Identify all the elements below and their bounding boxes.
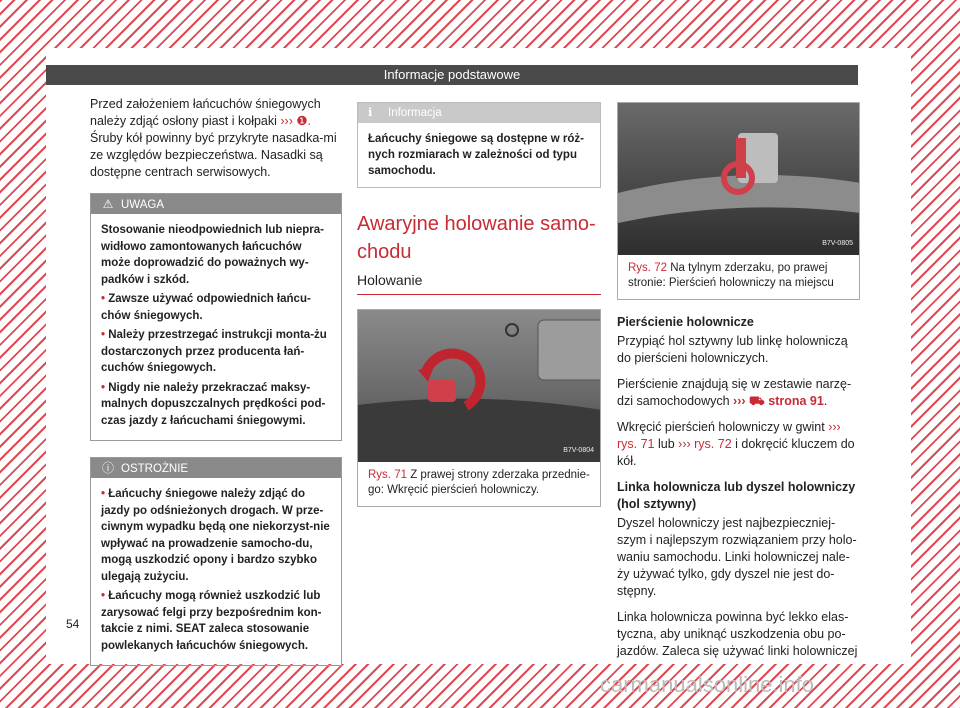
page-number: 54 bbox=[66, 617, 80, 631]
info-body: Łańcuchy śniegowe są dostępne w róż-nych rozmiarach w zależności od typu samochodu. bbox=[368, 133, 584, 177]
bullet-icon: • bbox=[101, 488, 109, 500]
figure-72 bbox=[617, 102, 860, 300]
caution-header: ⓘ OSTROŻNIE bbox=[91, 458, 341, 478]
heading-rope: Linka holownicza lub dyszel holowniczy (hol sztywny) bbox=[617, 480, 856, 511]
figure-71 bbox=[357, 309, 601, 507]
figure-ref-link[interactable]: ››› rys. 71 bbox=[617, 420, 841, 451]
figure-ref-link[interactable]: ››› rys. 72 bbox=[678, 437, 732, 451]
warning-header: ⚠ UWAGA bbox=[91, 194, 341, 214]
column-middle bbox=[357, 96, 601, 507]
page-ref-link[interactable]: ››› ⛟ strona 91 bbox=[733, 394, 824, 408]
paragraph: Dyszel holowniczy jest najbezpieczniej-szym i najlepszym rozwiązaniem przy holo-waniu samochodu. Linki holowniczej nale-ży używać tylko, gdy dyszel nie jest do-stępny. bbox=[617, 516, 857, 598]
warning-body bbox=[91, 214, 341, 440]
figure-72-caption: Rys. 72 Na tylnym zderzaku, po prawej stronie: Pierścień holowniczy na miejscu bbox=[628, 262, 834, 289]
paragraph: Wkręcić pierścień holowniczy w gwint ››› rys. 71 lub ››› rys. 72 i dokręcić kluczem do kół. bbox=[617, 420, 855, 468]
paragraph: Pierścienie znajdują się w zestawie narzę-dzi samochodowych ››› ⛟ strona 91. bbox=[617, 377, 852, 408]
bullet-icon: • bbox=[101, 329, 109, 341]
warning-item: • Zawsze używać odpowiednich łańcu-chów śniegowych. bbox=[101, 293, 311, 322]
caution-box bbox=[90, 457, 342, 666]
bullet-icon: • bbox=[101, 293, 109, 305]
warning-lead: Stosowanie nieodpowiednich lub niepra-widłowo zamontowanych łańcuchów może doprowadzić do poważnych wy-padków i szkód. bbox=[101, 224, 324, 286]
watermark: carmanualsonline.info bbox=[600, 672, 815, 697]
paragraph: Przypiąć hol sztywny lub linkę holowniczą do pierścieni holowniczych. bbox=[617, 334, 848, 365]
caution-body bbox=[91, 478, 341, 665]
towing-eye-screw-illustration bbox=[358, 310, 600, 462]
figure-72-image bbox=[618, 103, 859, 255]
column-right bbox=[617, 96, 860, 669]
towing-eye-stored-illustration bbox=[618, 103, 859, 255]
column-left bbox=[90, 96, 342, 666]
figure-code: B7V-0805 bbox=[822, 240, 853, 247]
info-box bbox=[357, 102, 601, 188]
figure-71-image bbox=[358, 310, 600, 462]
info-icon: ℹ bbox=[368, 107, 373, 119]
paragraph: Linka holownicza powinna być lekko elas-tyczna, aby uniknąć uszkodzenia obu po-jazdów. Zaleca się używać linki holowniczej bbox=[617, 610, 858, 658]
page-header: Informacje podstawowe bbox=[46, 65, 858, 85]
section-title: Awaryjne holowanie samo-chodu bbox=[357, 213, 596, 263]
caution-circle-icon: ⓘ bbox=[101, 461, 114, 475]
info-header: ℹ Informacja bbox=[358, 103, 600, 123]
right-text bbox=[617, 314, 860, 660]
subsection-title: Holowanie bbox=[357, 272, 601, 295]
figure-code: B7V-0804 bbox=[563, 447, 594, 454]
bullet-icon: • bbox=[101, 381, 109, 394]
figure-71-caption: Rys. 71 Z prawej strony zderzaka przednie-go: Wkręcić pierścień holowniczy. bbox=[368, 469, 590, 496]
bullet-icon: • bbox=[101, 590, 109, 602]
intro-paragraph: Przed założeniem łańcuchów śniegowych należy zdjąć osłony piast i kołpaki ››› ❶. Śruby kół powinny być przykryte nasadka-mi ze względów bezpieczeństwa. Nasadki są dostępne centrach serwisowych. bbox=[90, 97, 337, 179]
car-icon: ⛟ bbox=[749, 394, 765, 408]
warning-box bbox=[90, 193, 342, 441]
heading-rings: Pierścienie holownicze bbox=[617, 315, 754, 329]
warning-triangle-icon: ⚠ bbox=[102, 197, 114, 211]
caution-item: • Łańcuchy śniegowe należy zdjąć do jazdy po odśnieżonych drogach. W prze-ciwnym wypadku będą one niekorzyst-nie wpływać na prowadzenie samocho-du, mogą uszkodzić opony i bardzo szybko ulegają zużyciu. bbox=[101, 488, 330, 583]
caution-item: • Łańcuchy mogą również uszkodzić lub zarysować felgi przy bezpośrednim kon-takcie z nimi. SEAT zaleca stosowanie powlekanych łańcuchów śniegowych. bbox=[101, 590, 322, 652]
warning-item: • Należy przestrzegać instrukcji monta-żu dostarczonych przez producenta łań-cuchów śniegowych. bbox=[101, 329, 327, 374]
warning-item: • Nigdy nie należy przekraczać maksy-malnych dopuszczalnych prędkości pod-czas jazdy z łańcuchami śniegowymi. bbox=[101, 381, 326, 427]
